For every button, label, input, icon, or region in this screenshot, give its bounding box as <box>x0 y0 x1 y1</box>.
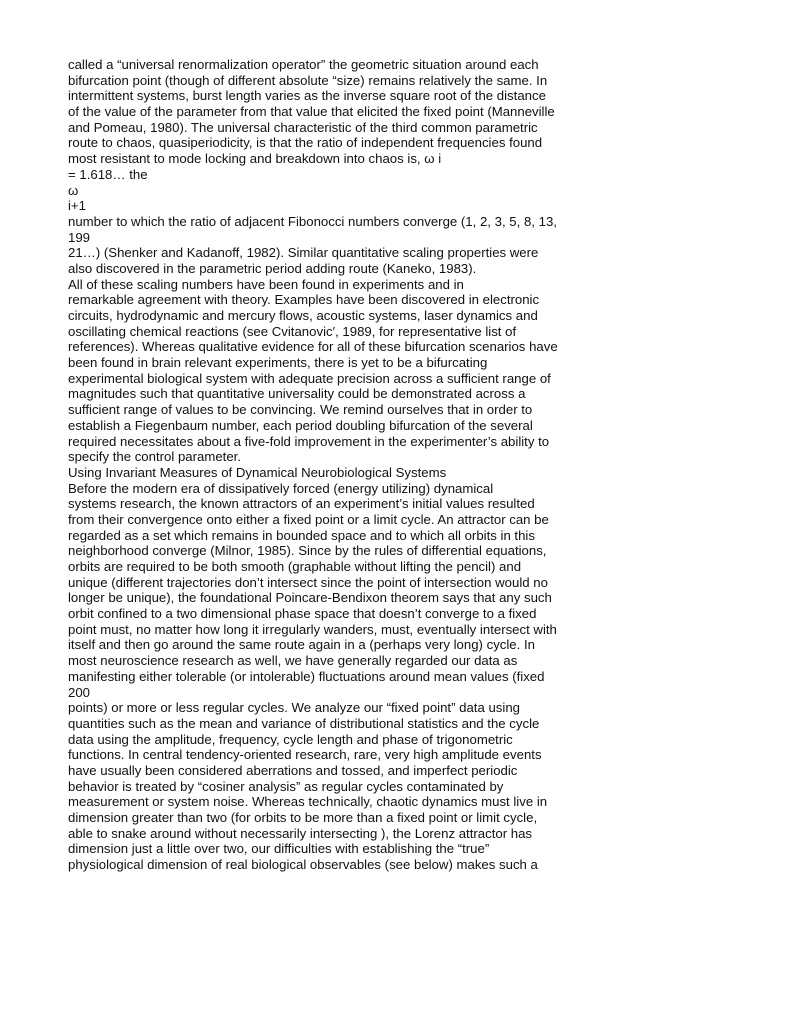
omega-symbol-line: ω <box>68 182 79 198</box>
text-line: dimension just a little over two, our difficulties with establishing the “true” <box>68 841 490 857</box>
text-line: called a “universal renormalization operator” the geometric situation around each <box>68 57 539 72</box>
text-line: number to which the ratio of adjacent Fibonocci numbers converge (1, 2, 3, 5, 8, 13, <box>68 213 557 229</box>
text-line: sufficient range of values to be convincing. We remind ourselves that in order to <box>68 402 533 418</box>
text-line: magnitudes such that quantitative universality could be demonstrated across a <box>68 386 526 402</box>
page-number: 200 <box>68 684 91 700</box>
text-line: itself and then go around the same route again in a (perhaps very long) cycle. In <box>68 637 535 653</box>
text-line: physiological dimension of real biological observables (see below) makes such a <box>68 857 538 873</box>
text-line: regarded as a set which remains in bounded space and to which all orbits in this <box>68 527 535 543</box>
text-line: 21…) (Shenker and Kadanoff, 1982). Similar quantitative scaling properties were <box>68 245 539 261</box>
text-line: route to chaos, quasiperiodicity, is that the ratio of independent frequencies found <box>68 135 543 151</box>
text-line: able to snake around without necessarily intersecting ), the Lorenz attractor has <box>68 825 533 841</box>
page-number: 199 <box>68 229 91 245</box>
document-page <box>68 57 668 873</box>
section-heading: Using Invariant Measures of Dynamical Neurobiological Systems <box>68 464 447 480</box>
text-line: orbit confined to a two dimensional phase space that doesn’t converge to a fixed <box>68 606 537 622</box>
text-line: All of these scaling numbers have been found in experiments and in <box>68 276 464 292</box>
text-line: systems research, the known attractors of an experiment’s initial values resulted <box>68 496 535 512</box>
text-line: points) or more or less regular cycles. We analyze our “fixed point” data using <box>68 700 521 716</box>
text-line: intermittent systems, burst length varies as the inverse square root of the distance <box>68 88 546 104</box>
text-line: references). Whereas qualitative evidence for all of these bifurcation scenarios have <box>68 339 558 355</box>
text-line: data using the amplitude, frequency, cycle length and phase of trigonometric <box>68 731 513 747</box>
text-line: measurement or system noise. Whereas technically, chaotic dynamics must live in <box>68 794 548 810</box>
text-line: from their convergence onto either a fixed point or a limit cycle. An attractor can be <box>68 511 549 527</box>
text-line: Before the modern era of dissipatively forced (energy utilizing) dynamical <box>68 480 494 496</box>
text-line: establish a Fiegenbaum number, each period doubling bifurcation of the several <box>68 417 533 433</box>
text-line: specify the control parameter. <box>68 449 241 465</box>
text-line: functions. In central tendency-oriented research, rare, very high amplitude events <box>68 747 542 763</box>
text-line: point must, no matter how long it irregularly wanders, must, eventually intersect with <box>68 621 557 637</box>
text-line: of the value of the parameter from that value that elicited the fixed point (Manneville <box>68 104 555 120</box>
text-line: oscillating chemical reactions (see Cvitanovic′, 1989, for representative list of <box>68 323 517 339</box>
text-line: bifurcation point (though of different absolute “size) remains relatively the same. In <box>68 72 548 88</box>
text-line: neighborhood converge (Milnor, 1985). Since by the rules of differential equations, <box>68 543 547 559</box>
text-line: unique (different trajectories don’t intersect since the point of intersection would no <box>68 574 548 590</box>
text-line: circuits, hydrodynamic and mercury flows, acoustic systems, laser dynamics and <box>68 308 538 323</box>
text-line: quantities such as the mean and variance of distributional statistics and the cycle <box>68 715 540 731</box>
text-line: dimension greater than two (for orbits to be more than a fixed point or limit cycle, <box>68 810 538 825</box>
text-line: behavior is treated by “cosiner analysis” as regular cycles contaminated by <box>68 778 504 794</box>
text-line: required necessitates about a five-fold improvement in the experimenter’s ability to <box>68 433 550 449</box>
text-line: most neuroscience research as well, we have generally regarded our data as <box>68 653 518 669</box>
text-line: have usually been considered aberrations and tossed, and imperfect periodic <box>68 762 518 778</box>
text-line: manifesting either tolerable (or intolerable) fluctuations around mean values (fixed <box>68 668 545 684</box>
equation-line: = 1.618… the <box>68 166 148 182</box>
text-line: and Pomeau, 1980). The universal characteristic of the third common parametric <box>68 119 538 135</box>
subscript-line: i+1 <box>68 198 86 214</box>
text-line: experimental biological system with adequate precision across a sufficient range of <box>68 370 551 386</box>
text-line: also discovered in the parametric period adding route (Kaneko, 1983). <box>68 260 477 276</box>
text-line: most resistant to mode locking and breakdown into chaos is, ω i <box>68 151 442 167</box>
text-line: orbits are required to be both smooth (graphable without lifting the pencil) and <box>68 559 522 574</box>
text-line: remarkable agreement with theory. Examples have been discovered in electronic <box>68 292 540 308</box>
text-line: been found in brain relevant experiments, there is yet to be a bifurcating <box>68 355 488 371</box>
text-line: longer be unique), the foundational Poincare-Bendixon theorem says that any such <box>68 590 552 606</box>
